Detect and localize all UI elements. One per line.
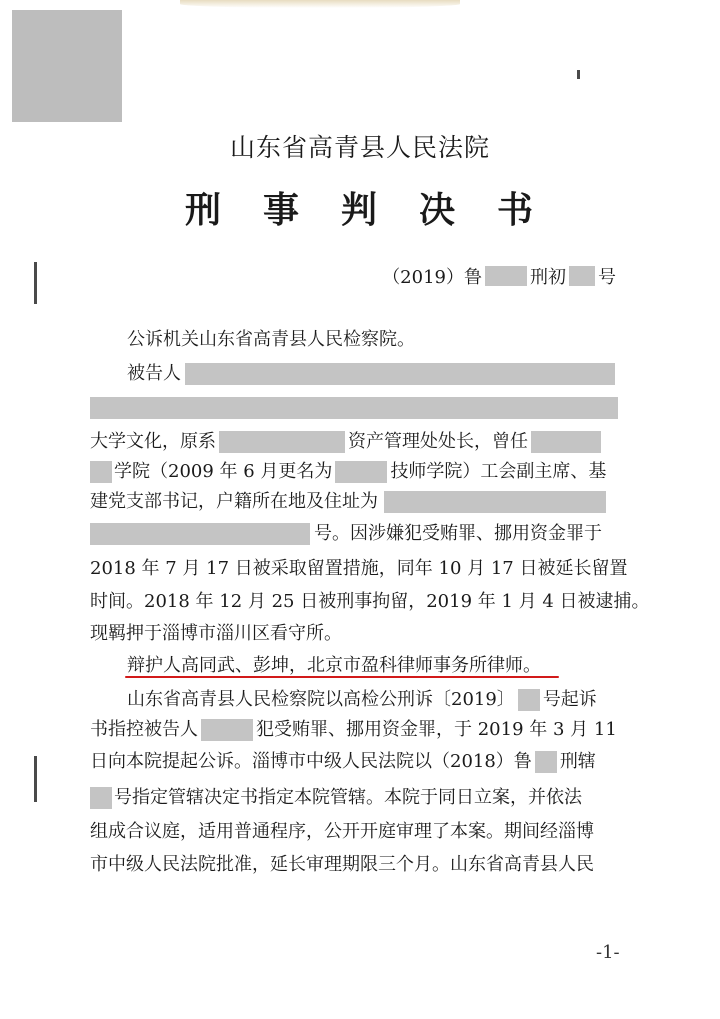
body-text: 刑辖 [559,751,596,772]
body-text: 学院（2009 年 6 月更名为 [114,461,333,482]
body-text: 号起诉 [542,689,597,710]
redaction-block [384,491,606,513]
body-line [90,750,620,774]
document-title: 刑事判决书 [184,189,575,231]
body-text: 大学文化，原系 [90,431,216,452]
defense-counsel-line: 辩护人高同武、彭坤，北京市盈科律师事务所律师。 [127,655,541,676]
body-line [90,786,620,810]
redaction-block [569,266,595,286]
redaction-block [535,751,557,773]
body-text: 被告人 [127,363,181,384]
body-text: 山东省高青县人民检察院以高检公刑诉〔2019〕 [127,689,515,710]
body-text: 号指定管辖决定书指定本院管辖。本院于同日立案，并依法 [114,787,582,808]
body-text: 技师学院）工会副主席、基 [390,461,607,482]
body-text: 资产管理处处长，曾任 [348,431,528,452]
body-line [90,522,620,546]
case-number-prefix: （2019）鲁 [382,267,482,288]
body-line [90,718,620,742]
body-line: 2018 年 7 月 17 日被采取留置措施，同年 10 月 17 日被延长留置 [90,558,628,579]
body-line [127,688,657,712]
redaction-block [90,523,310,545]
paper-stain [180,0,460,8]
red-underline-annotation [125,676,559,678]
redaction-block [335,461,387,483]
body-line [90,460,620,484]
binding-mark [34,756,37,802]
redaction-block [185,363,615,385]
redaction-block [485,266,527,286]
body-line [127,362,657,386]
binding-mark [34,262,37,304]
redaction-block [518,689,540,711]
body-line [90,430,620,454]
redacted-photo-block [12,10,122,122]
case-number-type: 刑初 [530,267,566,288]
body-line: 公诉机关山东省高青县人民检察院。 [127,329,415,350]
body-line [90,396,620,420]
redaction-block [90,461,112,483]
case-number [382,263,616,289]
page-number: -1- [596,942,620,963]
body-text: 日向本院提起公诉。淄博市中级人民法院以（2018）鲁 [90,751,532,772]
body-text: 犯受贿罪、挪用资金罪，于 2019 年 3 月 11 [256,719,617,740]
body-line: 时间。2018 年 12 月 25 日被刑事拘留，2019 年 1 月 4 日被逮捕。 [90,591,650,612]
redaction-block [201,719,253,741]
body-text: 书指控被告人 [90,719,198,740]
court-name: 山东省高青县人民法院 [229,133,490,162]
redaction-block [531,431,601,453]
redaction-block [90,397,618,419]
redaction-block [219,431,345,453]
case-number-suffix: 号 [598,267,616,288]
body-line: 市中级人民法院批准，延长审理期限三个月。山东省高青县人民 [90,854,594,875]
body-line: 组成合议庭，适用普通程序，公开开庭审理了本案。期间经淄博 [90,821,594,842]
ink-mark [577,70,580,79]
body-text: 号。因涉嫌犯受贿罪、挪用资金罪于 [314,523,602,544]
body-line [90,490,620,514]
body-text: 建党支部书记，户籍所在地及住址为 [90,491,378,512]
redaction-block [90,787,112,809]
body-line: 现羁押于淄博市淄川区看守所。 [90,623,342,644]
